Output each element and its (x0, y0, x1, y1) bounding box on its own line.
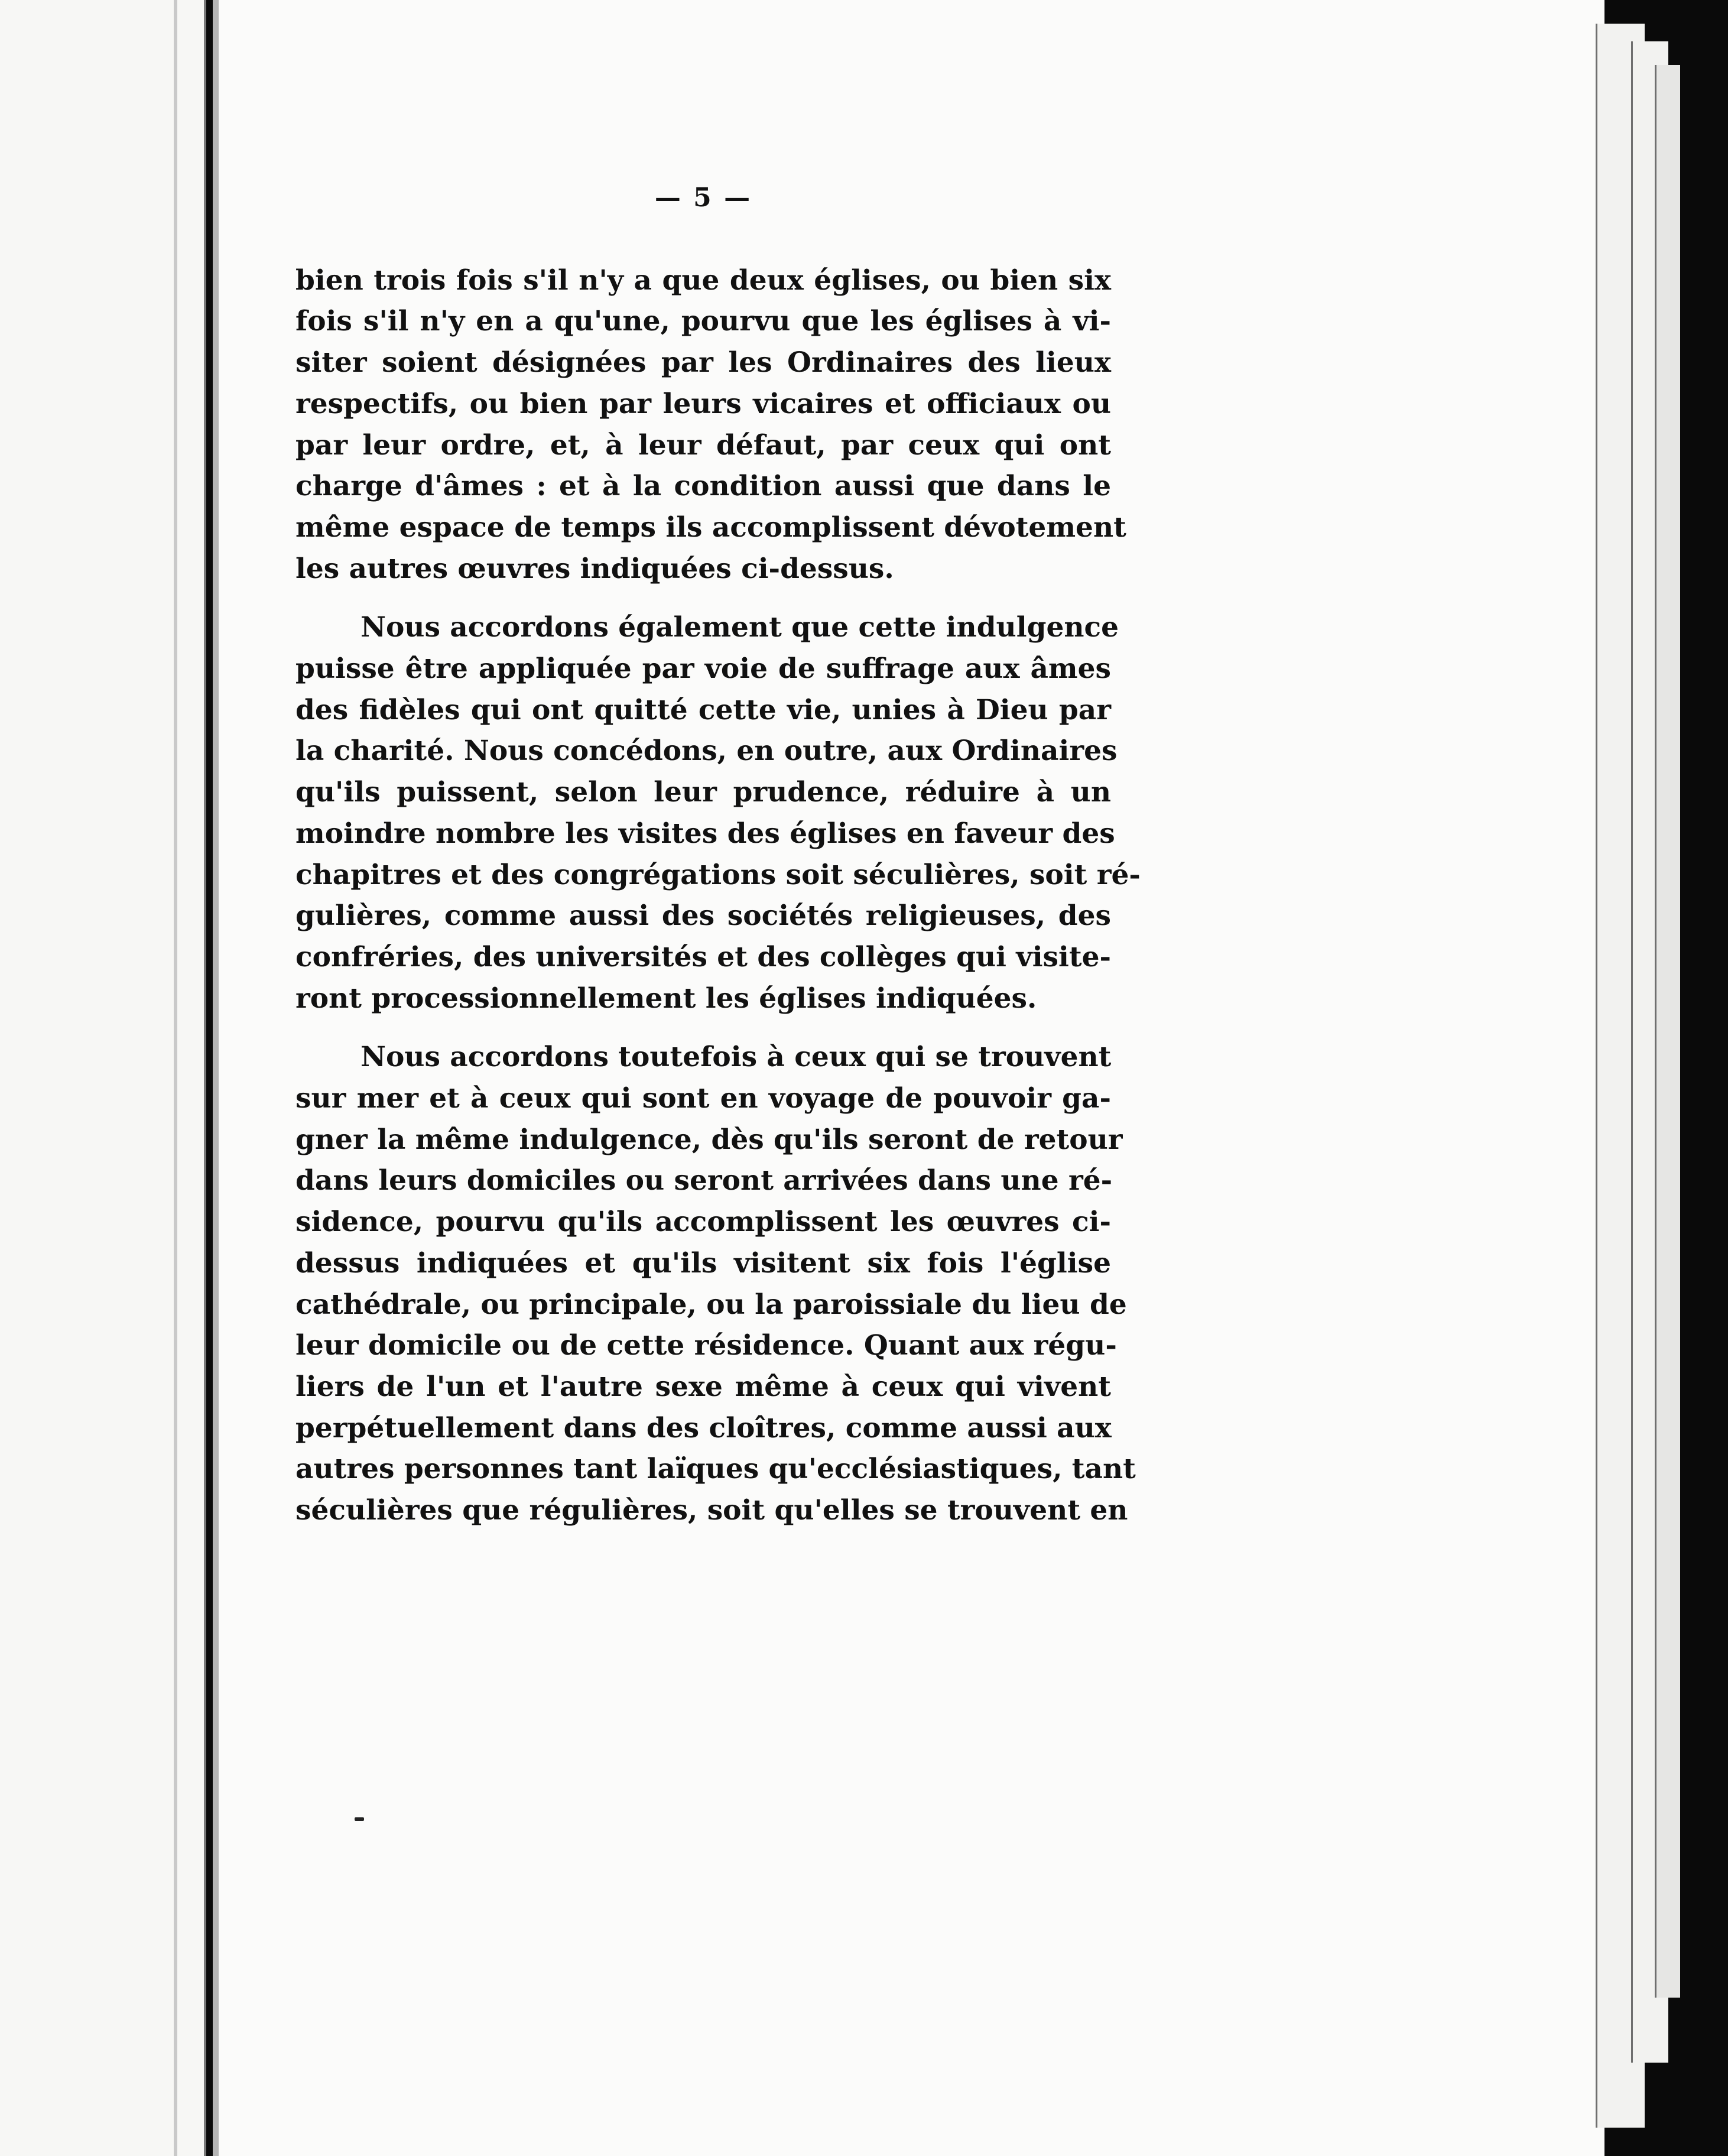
text-line: chapitres et des congrégations soit séculières, soit ré- (295, 858, 1141, 891)
text-line: sidence, pourvu qu'ils accomplissent les œuvres ci- (295, 1206, 1111, 1239)
page-gutter-shadow (213, 0, 219, 2156)
text-line: dans leurs domiciles ou seront arrivées dans une ré- (295, 1164, 1113, 1197)
text-line: Nous accordons également que cette indulgence (360, 611, 1119, 644)
text-line: bien trois fois s'il n'y a que deux églises, ou bien six (295, 264, 1111, 297)
text-line: qu'ils puissent, selon leur prudence, réduire à un (295, 776, 1111, 809)
text-line: puisse être appliquée par voie de suffrage aux âmes (295, 652, 1111, 686)
paragraph-1 (295, 260, 1126, 590)
text-line: confréries, des universités et des collèges qui visite- (295, 940, 1111, 973)
text-line: sur mer et à ceux qui sont en voyage de pouvoir ga- (295, 1082, 1111, 1115)
text-line: liers de l'un et l'autre sexe même à ceux qui vivent (295, 1370, 1111, 1403)
text-line: respectifs, ou bien par leurs vicaires et officiaux ou (295, 387, 1111, 420)
text-line: leur domicile ou de cette résidence. Quant aux régu- (295, 1329, 1117, 1362)
facing-page-gutter (174, 0, 177, 2156)
text-line: même espace de temps ils accomplissent dévotement (295, 511, 1126, 544)
text-line: les autres œuvres indiquées ci-dessus. (295, 552, 894, 585)
text-line: charge d'âmes : et à la condition aussi que dans le (295, 470, 1111, 503)
page-number: — 5 — (654, 183, 752, 213)
text-line: cathédrale, ou principale, ou la paroissiale du lieu de (295, 1288, 1127, 1321)
text-line: ront processionnellement les églises indiquées. (295, 982, 1037, 1015)
text-line: fois s'il n'y en a qu'une, pourvu que les églises à vi- (295, 305, 1111, 338)
paragraph-3 (295, 1037, 1136, 1531)
text-line: gner la même indulgence, dès qu'ils seront de retour (295, 1123, 1123, 1156)
page-body (295, 177, 1141, 1549)
paragraph-2 (295, 607, 1141, 1019)
print-speck (355, 1817, 364, 1821)
text-line: par leur ordre, et, à leur défaut, par ceux qui ont (295, 428, 1111, 462)
page-stack-edge (1655, 65, 1680, 1998)
text-line: des fidèles qui ont quitté cette vie, unies à Dieu par (295, 693, 1111, 726)
text-line: Nous accordons toutefois à ceux qui se trouvent (360, 1041, 1112, 1074)
text-line: séculières que régulières, soit qu'elles se trouvent en (295, 1494, 1128, 1527)
text-line: autres personnes tant laïques qu'ecclésiastiques, tant (295, 1453, 1136, 1486)
text-line: dessus indiquées et qu'ils visitent six fois l'église (295, 1246, 1111, 1280)
text-line: moindre nombre les visites des églises en faveur des (295, 817, 1115, 850)
text-line: siter soient désignées par les Ordinaires des lieux (295, 346, 1111, 379)
text-line: la charité. Nous concédons, en outre, aux Ordinaires (295, 735, 1118, 768)
text-line: perpétuellement dans des cloîtres, comme aussi aux (295, 1411, 1112, 1444)
text-line: gulières, comme aussi des sociétés religieuses, des (295, 900, 1111, 933)
